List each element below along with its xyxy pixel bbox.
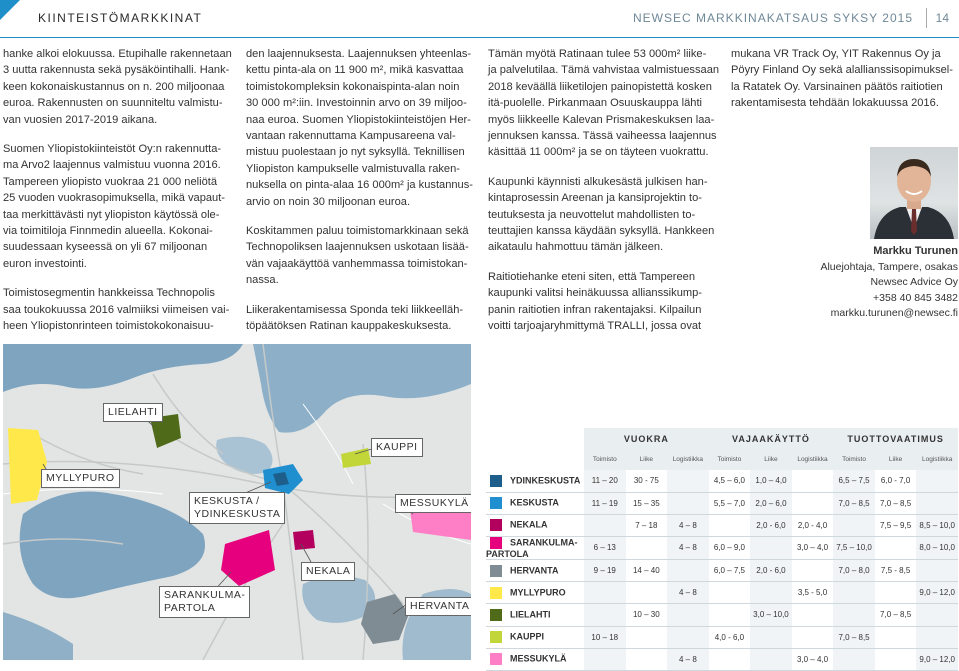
contact-card (731, 244, 958, 322)
paragraph: Raitiotiehanke eteni siten, että Tampereen kaupunki valitsi heinäkuussa allianssikump- panin raitiotien infran rakentajaksi. Kilpailun voitti tarjoajaryhmittymä TRALLI, jossa ovat (488, 270, 702, 333)
legend-swatch (490, 519, 502, 531)
table-cell: 14 – 40 (626, 559, 668, 581)
table-cell (875, 536, 917, 559)
map-label-sarankulma: SARANKULMA- PARTOLA (159, 586, 250, 618)
table-cell: 4,0 - 6,0 (709, 626, 751, 648)
district-name: HERVANTA (510, 564, 559, 575)
table-cell (584, 514, 626, 536)
table-cell: 4 – 8 (667, 582, 709, 604)
table-cell: 2,0 – 6,0 (750, 492, 792, 514)
table-cell: 7,0 – 8,0 (833, 559, 875, 581)
column-header: Toimisto (833, 449, 875, 470)
table-cell (792, 559, 834, 581)
table-cell: 7 – 18 (626, 514, 668, 536)
table-cell (875, 648, 917, 670)
table-cell: 11 – 19 (584, 492, 626, 514)
table-cell: 3,0 – 10,0 (750, 604, 792, 626)
area-map (3, 344, 471, 660)
text-column-2 (246, 46, 478, 348)
table-row (486, 604, 958, 626)
table-cell (916, 604, 958, 626)
legend-swatch (490, 497, 502, 509)
table-cell (792, 626, 834, 648)
table-cell (792, 604, 834, 626)
table-cell: 1,0 – 4,0 (750, 470, 792, 492)
table-cell (626, 648, 668, 670)
table-cell (626, 582, 668, 604)
market-table (486, 428, 958, 671)
column-header: Liike (750, 449, 792, 470)
table-cell: 6,0 - 7,0 (875, 470, 917, 492)
row-district (486, 626, 584, 648)
table-cell (750, 582, 792, 604)
table-cell: 4 – 8 (667, 648, 709, 670)
table-cell (916, 470, 958, 492)
column-header: Toimisto (709, 449, 751, 470)
legend-swatch (490, 475, 502, 487)
table-cell: 8,5 – 10,0 (916, 514, 958, 536)
table-cell: 10 – 18 (584, 626, 626, 648)
paragraph: Liikerakentamisessa Sponda teki liikkeelläh- töpäätöksen Ratinan kauppakeskuksesta. (246, 303, 464, 333)
table-row (486, 648, 958, 670)
paragraph: den laajennuksesta. Laajennuksen yhteenlas- kettu pinta-ala on 11 900 m², mikä kasvattaa toimistokompleksin kokonaispinta-alan noin 30 000 m²:iin. Investoinnin arvo on 39 miljoo- naa euroa. Suomen Yliopistokiinteistöjen Her- vantaan rakennuttama Kampusareena val- mistuu puolestaan jo nyt syksyllä. Teknillisen Yliopiston kampukselle valmistuvalla raken- nuksella on pinta-alaa 16 000m² ja kustannus- arvio on noin 30 miljoonan euroa. (246, 48, 473, 208)
paragraph: mukana VR Track Oy, YIT Rakennus Oy ja Pöyry Finland Oy sekä alallianssisopimuksel- la Ratatek Oy. Varsinainen päätös raitiotien rakentamisesta tehdään lokakuussa 2016. (731, 48, 953, 110)
legend-swatch (490, 565, 502, 577)
table-cell: 3,0 – 4,0 (792, 648, 834, 670)
header-divider (926, 8, 927, 28)
column-header: Logistiikka (667, 449, 709, 470)
text-column-1 (3, 46, 235, 348)
table-cell: 7,5 – 10,0 (833, 536, 875, 559)
group-vuokra: VUOKRA (584, 428, 709, 449)
map-label-hervanta: HERVANTA (405, 597, 471, 616)
table-row (486, 626, 958, 648)
table-cell: 15 – 35 (626, 492, 668, 514)
table-cell: 9,0 – 12,0 (916, 648, 958, 670)
header-rule (0, 37, 959, 38)
table-cell (833, 582, 875, 604)
table-cell: 2,0 - 6,0 (750, 559, 792, 581)
legend-swatch (490, 631, 502, 643)
text-column-4 (731, 46, 958, 125)
paragraph: Tämän myötä Ratinaan tulee 53 000m² liike- ja palvelutilaa. Tämä vahvistaa valmistuessaan 2018 keväällä liiketilojen painopistettä kosken itä-puolelle. Pirkanmaan Osuuskauppa lähti myös liikkeelle Kalevan Prismakeskuksen laa- jennuksen kanssa. Tässä vaiheessa laajennus käsittää 11 000m² ja se on täyteen vuokrattu. (488, 48, 720, 159)
district-name: SARANKULMA-PARTOLA (486, 537, 578, 559)
column-header: Logistiikka (916, 449, 958, 470)
table-cell: 7,0 – 8,5 (833, 492, 875, 514)
table-cell: 6,0 – 7,5 (709, 559, 751, 581)
section-title: KIINTEISTÖMARKKINAT (38, 11, 203, 25)
contact-email[interactable]: markku.turunen@newsec.fi (830, 307, 958, 320)
legend-swatch (490, 609, 502, 621)
row-district (486, 559, 584, 581)
table-cell: 4 – 8 (667, 514, 709, 536)
table-row (486, 470, 958, 492)
paragraph: Toimistosegmentin hankkeissa Technopolis saa toukokuussa 2016 valmiiksi viimeisen vai- heen Yliopistonrinteen toimistokokonaisuu- (3, 287, 230, 333)
table-row (486, 559, 958, 581)
table-cell: 7,5 – 9,5 (875, 514, 917, 536)
table-cell: 30 - 75 (626, 470, 668, 492)
table-cell (626, 626, 668, 648)
table-cell (626, 536, 668, 559)
district-name: KAUPPI (510, 631, 545, 642)
row-district (486, 470, 584, 492)
paragraph: hanke alkoi elokuussa. Etupihalle rakennetaan 3 uutta rakennusta sekä pysäköintihalli. Hank- keen kokonaiskustannus on n. 200 miljoonaa euroa. Rakennusten on suunniteltu valmistu- van vuosien 2017-2019 aikana. (3, 48, 232, 126)
table-cell: 7,5 - 8,5 (875, 559, 917, 581)
table-cell (916, 492, 958, 514)
legend-swatch (490, 653, 502, 665)
table-cell (916, 559, 958, 581)
page-number: 14 (935, 11, 949, 25)
table-cell (667, 470, 709, 492)
group-tuottovaatimus: TUOTTOVAATIMUS (833, 428, 958, 449)
table-cell: 2,0 - 6,0 (750, 514, 792, 536)
table-cell (584, 582, 626, 604)
table-cell (833, 514, 875, 536)
group-vajaakaytto: VAJAAKÄYTTÖ (709, 428, 834, 449)
table-cell (709, 582, 751, 604)
map-label-lielahti: LIELAHTI (103, 403, 163, 422)
district-name: NEKALA (510, 519, 548, 530)
table-cell: 3,5 - 5,0 (792, 582, 834, 604)
table-row (486, 514, 958, 536)
table-cell (709, 648, 751, 670)
header-accent (0, 0, 20, 20)
legend-swatch (490, 587, 502, 599)
map-label-nekala: NEKALA (301, 562, 355, 581)
column-header: Toimisto (584, 449, 626, 470)
table-sub-header (486, 449, 958, 470)
column-header: Logistiikka (792, 449, 834, 470)
table-cell: 6,0 – 9,0 (709, 536, 751, 559)
paragraph: Koskitammen paluu toimistomarkkinaan sekä Technopoliksen laajennuksen uskotaan lisää- vän vajaakäyttöä vanhemmassa toimistokan- nassa. (246, 225, 469, 287)
table-cell: 6,5 – 7,5 (833, 470, 875, 492)
map-label-keskusta: KESKUSTA / YDINKESKUSTA (189, 492, 285, 524)
table-cell (750, 536, 792, 559)
table-cell (667, 559, 709, 581)
contact-name: Markku Turunen (873, 245, 958, 257)
contact-company: Newsec Advice Oy (870, 276, 958, 289)
table-cell: 2,0 - 4,0 (792, 514, 834, 536)
table-row (486, 492, 958, 514)
table-cell: 7,0 – 8,5 (875, 492, 917, 514)
table-cell (584, 648, 626, 670)
table-cell: 4,5 – 6,0 (709, 470, 751, 492)
district-name: YDINKESKUSTA (510, 475, 581, 486)
table-cell (750, 648, 792, 670)
table-cell (792, 470, 834, 492)
district-nekala (293, 530, 315, 550)
table-cell (833, 648, 875, 670)
table-cell (667, 626, 709, 648)
column-header: Liike (875, 449, 917, 470)
table-cell (916, 626, 958, 648)
table-cell (709, 604, 751, 626)
row-district (486, 492, 584, 514)
map-label-kauppi: KAUPPI (371, 438, 423, 457)
row-district (486, 582, 584, 604)
table-cell (833, 604, 875, 626)
table-cell (709, 514, 751, 536)
table-cell: 5,5 – 7,0 (709, 492, 751, 514)
contact-title: Aluejohtaja, Tampere, osakas (820, 260, 958, 273)
table-cell (792, 492, 834, 514)
table-cell (750, 626, 792, 648)
row-district (486, 536, 584, 559)
row-district (486, 604, 584, 626)
district-name: LIELAHTI (510, 609, 551, 620)
table-cell: 6 – 13 (584, 536, 626, 559)
district-name: MESSUKYLÄ (510, 653, 567, 664)
table-cell: 9 – 19 (584, 559, 626, 581)
table-group-header (486, 428, 958, 449)
table-cell: 7,0 – 8,5 (875, 604, 917, 626)
row-district (486, 648, 584, 670)
table-cell: 9,0 – 12,0 (916, 582, 958, 604)
table-row (486, 582, 958, 604)
text-column-3 (488, 46, 720, 348)
table-cell: 10 – 30 (626, 604, 668, 626)
contact-phone: +358 40 845 3482 (873, 291, 958, 304)
legend-swatch (490, 537, 502, 549)
table-cell (875, 582, 917, 604)
table-cell: 8,0 – 10,0 (916, 536, 958, 559)
table-cell (584, 604, 626, 626)
paragraph: Kaupunki käynnisti alkukesästä julkisen han- kintaprosessin Areenan ja kansiprojektin to- teutuksesta ja neuvottelut mahdollisten to- teuttajien kanssa käydään syksyllä. Hankkeen aikataulu hahmottuu tämän jälkeen. (488, 175, 715, 254)
table-cell (667, 604, 709, 626)
column-header: Liike (626, 449, 668, 470)
table-cell (875, 626, 917, 648)
table-row (486, 536, 958, 559)
table-cell: 3,0 – 4,0 (792, 536, 834, 559)
table-cell: 4 – 8 (667, 536, 709, 559)
publication-title: NEWSEC MARKKINAKATSAUS SYKSY 2015 (633, 11, 913, 25)
portrait-photo (870, 147, 958, 239)
map-label-messukyla: MESSUKYLÄ (395, 494, 471, 513)
paragraph: Suomen Yliopistokiinteistöt Oy:n rakennutta- ma Arvo2 laajennus valmistuu vuonna 2016. Tampereen yliopisto vuokraa 21 000 neliötä 25 vuoden vuokrasopimuksella, mikä vapaut- taa merkittävästi nyt yliopiston käytössä ole- via toimitiloja Finnmedin alueella. Kokonai- suudessaan kyseessä on yli 67 miljoonan euron investointi. (3, 143, 225, 270)
table-cell: 11 – 20 (584, 470, 626, 492)
district-name: MYLLYPURO (510, 587, 566, 598)
district-name: KESKUSTA (510, 497, 559, 508)
map-label-myllypuro: MYLLYPURO (41, 469, 120, 488)
row-district (486, 514, 584, 536)
table-cell (667, 492, 709, 514)
table-cell: 7,0 – 8,5 (833, 626, 875, 648)
